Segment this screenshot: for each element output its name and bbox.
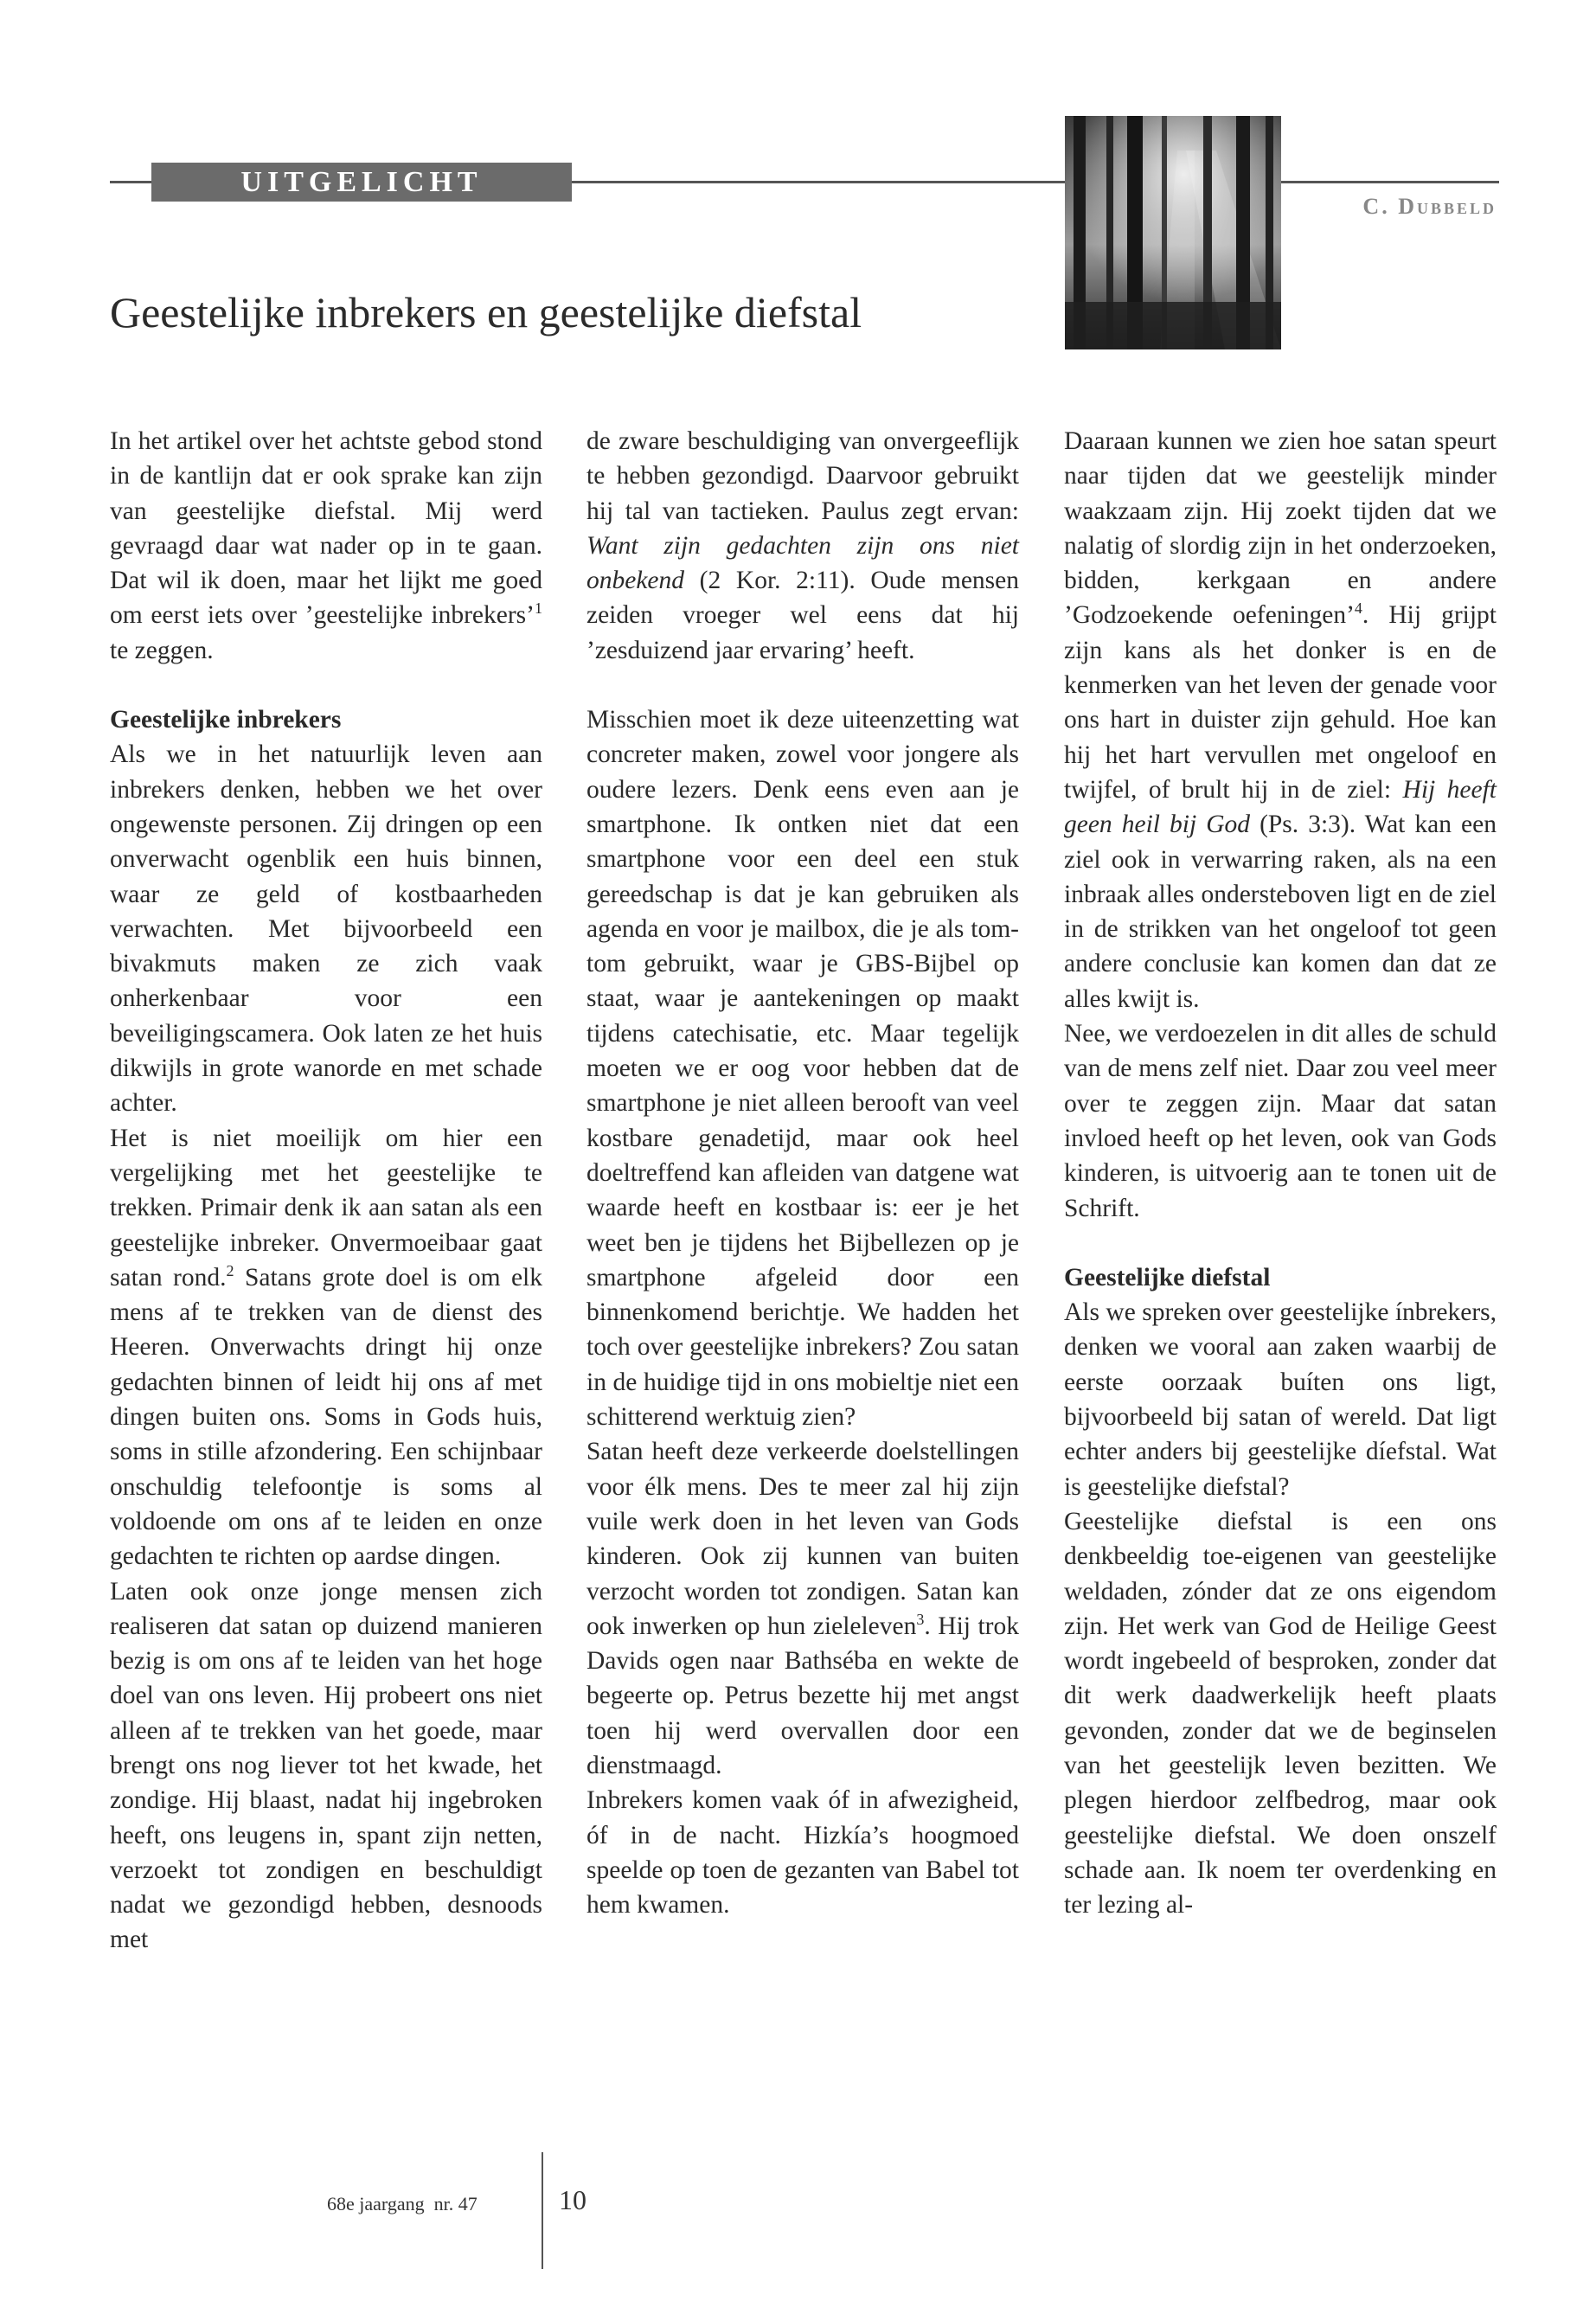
- footnote-ref: 2: [226, 1262, 234, 1279]
- paragraph: Het is niet moeilijk om hier een vergelijking met het geestelijke te trekken. Primair denk ik aan satan als een geestelijke inbreker. Onvermoeibaar gaat satan rond.$^2$ Satans grote doel is om elk mens af te trekken van de dienst des Heeren. Onverwachts dringt hij onze gedachten binnen of leidt hij ons af met dingen buiten ons. Soms in Gods huis, soms in stille afzondering. Een schijnbaar onschuldig telefoontje is soms al voldoende om ons af te leiden en onze gedachten te richten op aardse dingen.: [110, 1124, 543, 1571]
- forest-photo: [1065, 116, 1281, 349]
- column-2: [586, 424, 1019, 1922]
- column-3: [1064, 424, 1497, 1922]
- paragraph: Geestelijke diefstal is een ons denkbeeldig toe-eigenen van geestelijke weldaden, zónder dat ze ons eigendom zijn. Het werk van God de Heilige Geest wordt ingebeeld of besproken, zonder dat dit werk daadwerkelijk heeft plaats gevonden, zonder dat we de beginselen van het geestelijk leven bezitten. We plegen hierdoor zelfbedrog, maar ook geestelijke diefstal. We doen onszelf schade aan. Ik noem ter overdenking en ter lezing al-: [1064, 1507, 1497, 1920]
- issue-label: 68e jaargang nr. 47: [327, 2193, 478, 2214]
- paragraph: de zware beschuldiging van onvergeeflijk te hebben gezondigd. Daarvoor gebruikt hij tal van tactieken. Paulus zegt ervan: Want zijn gedachten zijn ons niet onbekend (2 Kor. 2:11). Oude mensen zeiden vroeger wel eens dat hij ’zesduizend jaar ervaring’ heeft.: [586, 427, 1019, 664]
- footnote-ref: 3: [916, 1610, 925, 1628]
- section-heading: Geestelijke diefstal: [1064, 1263, 1271, 1292]
- section-banner: UITGELICHT: [151, 163, 572, 202]
- paragraph: Laten ook onze jonge mensen zich realiseren dat satan op duizend manieren bezig is om ons af te leiden van het hoge doel van ons leven. Hij probeert ons niet alleen af te trekken van het goede, maar brengt ons nog liever tot het kwade, het zondige. Hij blaast, nadat hij ingebroken heeft, ons leugens in, spant zijn netten, verzoekt tot zondigen en beschuldigt nadat we gezondigd hebben, desnoods met: [110, 1577, 542, 1954]
- paragraph: Daaraan kunnen we zien hoe satan speurt naar tijden dat we geestelijk minder waakzaam zijn. Hij zoekt tijden dat we nalatig of slordig zijn in het onderzoeken, bidden, kerkgaan en andere ’Godzoekende oefeningen’$^4$. Hij grijpt zijn kans als het donker is en de kenmerken van het leven der genade voor ons hart in duister zijn gehuld. Hoe kan hij het hart vervullen met ongeloof en twijfel, of brult hij in de ziel: Hij heeft geen heil bij God (Ps. 3:3). Wat kan een ziel ook in verwarring raken, als na een inbraak alles ondersteboven ligt en de ziel in de strikken van het ongeloof tot geen andere conclusie kan komen dan dat ze alles kwijt is.: [1064, 427, 1497, 1013]
- footer-divider: [542, 2152, 543, 2269]
- footnote-ref: 4: [1354, 599, 1362, 618]
- paragraph: Als we spreken over geestelijke ínbrekers, denken we vooral aan zaken waarbij de eerste oorzaak buíten ons ligt, bijvoorbeeld bij satan of wereld. Dat ligt echter anders bij geestelijke díefstal. Wat is geestelijke diefstal?: [1064, 1298, 1497, 1501]
- paragraph: Als we in het natuurlijk leven aan inbrekers denken, hebben we het over ongewenste personen. Zij dringen op een onverwacht ogenblik een huis binnen, waar ze geld of kostbaarheden verwachten. Met bijvoorbeeld een bivakmuts maken ze zich vaak onherkenbaar voor een beveiligingscamera. Ook laten ze het huis dikwijls in grote wanorde en met schade achter.: [110, 740, 542, 1118]
- footnote-ref: 1: [535, 599, 542, 618]
- section-heading: Geestelijke inbrekers: [110, 706, 342, 734]
- paragraph: Misschien moet ik deze uiteenzetting wat concreter maken, zowel voor jongere als oudere lezers. Denk eens even aan je smartphone. Ik ontken niet dat een smartphone voor een deel een stuk gereedschap is dat je kan gebruiken als agenda en voor je mailbox, die je als tom-tom gebruikt, waar je GBS-Bijbel op staat, waar je aantekeningen op maakt tijdens catechisatie, etc. Maar tegelijk moeten we er oog voor hebben dat de smartphone je niet alleen berooft van veel kostbare genadetijd, maar ook heel doeltreffend kan afleiden van datgene wat waarde heeft en kostbaar is: eer je het weet ben je tijdens het Bijbellezen op je smartphone afgeleid door een binnenkomend berichtje. We hadden het toch over geestelijke inbrekers? Zou satan in de huidige tijd in ons mobieltje niet een schitterend werktuig zien?: [586, 706, 1019, 1432]
- author-name: C. Dubbeld: [1362, 194, 1497, 219]
- paragraph: Inbrekers komen vaak óf in afwezigheid, óf in de nacht. Hizkía’s hoogmoed speelde op toen de gezanten van Babel tot hem kwamen.: [586, 1786, 1019, 1920]
- column-1: [110, 424, 542, 1958]
- paragraph: Satan heeft deze verkeerde doelstellingen voor élk mens. Des te meer zal hij zijn vuile werk doen in het leven van Gods kinderen. Ook zij kunnen van buiten verzocht worden tot zondigen. Satan kan ook inwerken op hun zieleleven$^3$. Hij trok Davids ogen naar Bathséba en wekte de begeerte op. Petrus bezette hij met angst toen hij werd overvallen door een dienstmaagd.: [586, 1438, 1019, 1779]
- article-title: Geestelijke inbrekers en geestelijke diefstal: [110, 288, 862, 336]
- page-number: 10: [559, 2184, 586, 2215]
- paragraph: Nee, we verdoezelen in dit alles de schuld van de mens zelf niet. Daar zou veel meer over te zeggen zijn. Maar dat satan invloed heeft op het leven, ook van Gods kinderen, is uitvoerig aan te tonen uit de Schrift.: [1064, 1020, 1497, 1222]
- paragraph: In het artikel over het achtste gebod stond in de kantlijn dat er ook sprake kan zijn van geestelijke diefstal. Mij werd gevraagd daar wat nader op in te gaan. Dat wil ik doen, maar het lijkt me goed om eerst iets over ’geestelijke inbrekers’$^1$ te zeggen.: [110, 427, 542, 664]
